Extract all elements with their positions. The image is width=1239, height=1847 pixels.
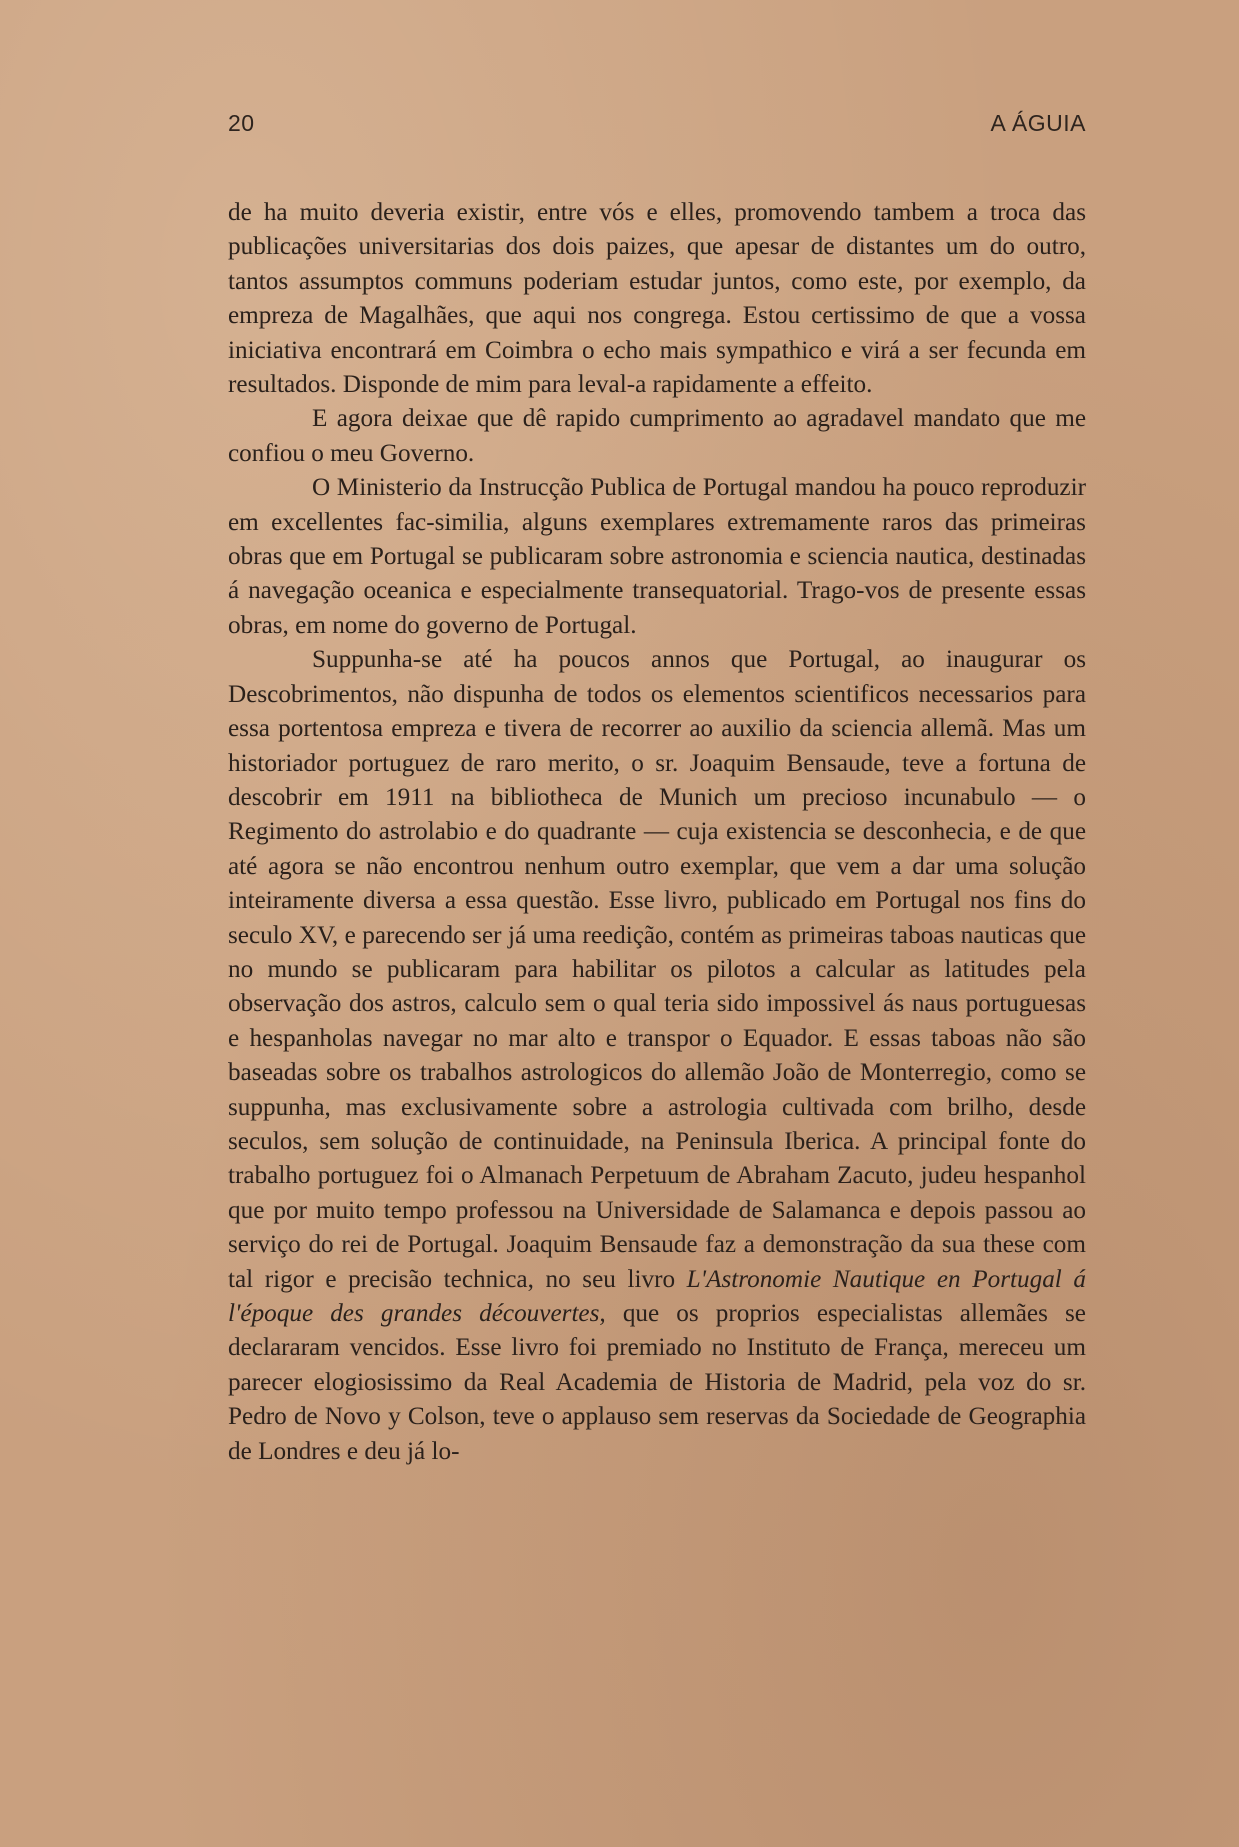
page-number: 20 [228, 110, 255, 136]
book-title: L'Astronomie Nautique en Portugal á l'époque des grandes découvertes, [228, 1265, 1086, 1327]
text-run: E agora deixae que dê rapido cumprimento ao agradavel mandato que me confiou o meu Governo. [228, 405, 1086, 467]
paragraph [228, 471, 1086, 643]
text-run: Suppunha-se até ha poucos annos que Portugal, ao inaugurar os Descobrimentos, não dispunha de todos os elementos scientificos necessarios para essa portentosa empreza e tivera de recorrer ao auxilio da sciencia allemã. Mas um historiador portuguez de raro merito, o sr. Joaquim Bensaude, teve a fortuna de descobrir em 1911 na bibliotheca de Munich um precioso incunabulo — o Regimento do astrolabio e do quadrante — cuja existencia se desconhecia, e de que até agora se não encontrou nenhum outro exemplar, que vem a dar uma solução inteiramente diversa a essa questão. Esse livro, publicado em Portugal nos fins do seculo XV, e parecendo ser já uma reedição, contém as primeiras taboas nauticas que no mundo se publicaram para habilitar os pilotos a calcular as latitudes pela observação dos astros, calculo sem o qual teria sido impossivel ás naus portuguesas e hespanholas navegar no mar alto e transpor o Equador. E essas taboas não são baseadas sobre os trabalhos astrologicos do allemão João de Monterregio, como se suppunha, mas exclusivamente sobre a astrologia cultivada com brilho, desde seculos, sem solução de continuidade, na Peninsula Iberica. A principal fonte do trabalho portuguez foi o Almanach Perpetuum de Abraham Zacuto, judeu hespanhol que por muito tempo professou na Universidade de Salamanca e depois passou ao serviço do rei de Portugal. Joaquim Bensaude faz a demonstração da sua these com tal rigor e precisão technica, no seu livro [228, 646, 1086, 1293]
paragraph [228, 402, 1086, 471]
text-run: O Ministerio da Instrucção Publica de Portugal mandou ha pouco reproduzir em excellentes fac-similia, alguns exemplares extremamente raros das primeiras obras que em Portugal se publicaram sobre astronomia e sciencia nautica, destinadas á navegação oceanica e especialmente transequatorial. Trago-vos de presente essas obras, em nome do governo de Portugal. [228, 474, 1086, 639]
paragraph [228, 643, 1086, 1469]
paragraph [228, 196, 1086, 402]
journal-title: A ÁGUIA [990, 110, 1086, 136]
running-head [228, 110, 1086, 137]
body-text [228, 196, 1086, 1469]
text-run: de ha muito deveria existir, entre vós e elles, promovendo tambem a troca das publicações universitarias dos dois paizes, que apesar de distantes um do outro, tantos assumptos communs poderiam estudar juntos, como este, por exemplo, da empreza de Magalhães, que aqui nos congrega. Estou certissimo de que a vossa iniciativa encontrará em Coimbra o echo mais sympathico e virá a ser fecunda em resultados. Disponde de mim para leval-a rapidamente a effeito. [228, 199, 1086, 399]
text-run: que os proprios especialistas allemães se declararam vencidos. Esse livro foi premiado no Instituto de França, mereceu um parecer elogiosissimo da Real Academia de Historia de Madrid, pela voz do sr. Pedro de Novo y Colson, teve o applauso sem reservas da Sociedade de Geographia de Londres e deu já lo- [228, 1300, 1086, 1465]
